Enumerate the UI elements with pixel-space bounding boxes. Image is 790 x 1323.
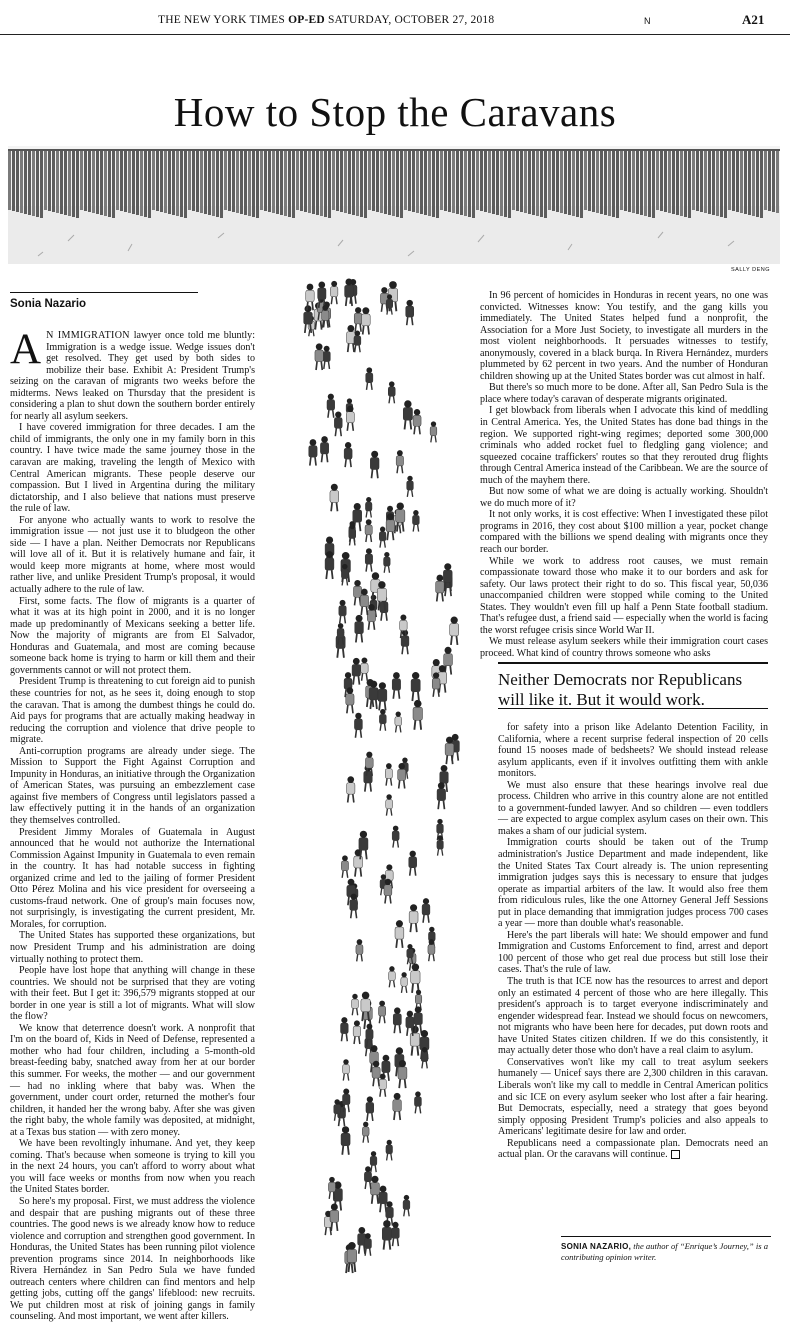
walking-figure (343, 1088, 351, 1112)
walking-figure (450, 617, 459, 645)
masthead-edition: N (644, 16, 651, 26)
walking-figure (362, 1122, 369, 1143)
walking-figure (360, 589, 368, 615)
walking-figure (372, 1061, 380, 1087)
walking-figure (389, 966, 396, 987)
walking-figure (364, 1233, 371, 1256)
byline: Sonia Nazario (10, 298, 87, 310)
walking-figure (341, 1017, 349, 1041)
byline-rule (10, 292, 198, 293)
paragraph: For anyone who actually wants to work to resolve the immigration issue — not just use it to bludgeon the other side — I have a plan. Neither Democrats nor Republicans will love all of it. But it is relatively humane and fair, it would keep more migrants at home, where most would rather live, and unlike President Trump's proposal, it would actually adhere to the rule of law. (10, 514, 255, 596)
walking-figure (392, 672, 400, 699)
walking-figure (382, 1220, 391, 1250)
walking-figure (445, 737, 454, 765)
pull-quote-rule (498, 704, 768, 709)
walking-figure (428, 939, 435, 961)
paragraph: Conservatives won't like my call to treat asylum seekers humanely — Unicef says there are 2,300 children in this caravan. Liberals won't like my call to meddle in Central American politics and sic ICE on every asylum seeker who lost after a fair hearing. But Democrats, especially, need a strategy that goes beyond simply opposing President Trump's policies and also appeals to Americans' legitimate desire for law and order. (498, 1056, 768, 1138)
crowd-drawing (258, 272, 480, 1272)
wall-drawing (8, 146, 780, 264)
article-column-3-bottom (498, 722, 768, 1230)
article-column-3-top (480, 290, 768, 659)
masthead-line (158, 14, 494, 26)
walking-figure (395, 711, 402, 732)
paragraph: So here's my proposal. First, we must address the violence and despair that are pushing migrants out of these three countries. The good news is we already know how to reduce violence and corruption and strengthen good government. In Honduras, the United States has been running pilot violence prevention programs since 2014. In neighborhoods like Rivera Hernández in San Pedro Sula we have funded outreach centers where children can find mentors and help getting jobs, cutting off the gangs' lifeblood: new recruits. We put children most at risk of joining gangs in family counseling. And most important, we went after killers. (10, 1196, 255, 1323)
walking-figure (409, 904, 418, 932)
walking-figure (396, 450, 403, 473)
walking-figure (398, 1060, 407, 1088)
masthead-date: SATURDAY, OCTOBER 27, 2018 (327, 14, 495, 26)
walking-figure (409, 851, 417, 876)
author-bio (561, 1236, 771, 1263)
walking-figure (366, 367, 373, 390)
walking-figure (365, 519, 372, 542)
walking-figure (393, 1093, 402, 1120)
walking-figure (386, 294, 392, 314)
walking-figure (339, 600, 346, 623)
walking-figure (341, 1126, 350, 1155)
walking-figure (386, 513, 395, 540)
walking-figure (388, 381, 395, 403)
paragraph: We have been revoltingly inhumane. And yet, they keep coming. That's because when someone is trying to kill you in the next 24 hours, you can't afford to worry about what you will face weeks or months from now when you reach the United States border. (10, 1138, 255, 1196)
paragraph: I have covered immigration for three decades. I am the child of immigrants, the only one in my family born in this country. I have twice made the same journey those in the caravan are making, traveling the length of Mexico with Central American migrants. These people deserve our compassion. But I lived in Argentina during the military dictatorship, and I also believe that nations must preserve the rule of law. (10, 422, 255, 515)
walking-figure (361, 657, 368, 680)
walking-figure (370, 451, 379, 478)
walking-figure (385, 763, 392, 785)
paragraph: We know that deterrence doesn't work. A nonprofit that I'm on the board of, Kids in Need of Defense, represented a mother who had four children, including a 5-month-old breast-feeding baby, snatched away from her at our border this summer. For weeks, the mother — and our government — had no inkling where that baby was. When the government, under court order, returned the mother's four children, it handed her the wrong baby. After she was given the right baby, the whole family was deposited, at midnight, at a Texas bus station — with zero money. (10, 1022, 255, 1138)
walking-figure (320, 436, 328, 462)
walking-figure (322, 305, 329, 328)
walking-figure (367, 604, 375, 630)
walking-figure (334, 1099, 341, 1121)
walking-figure (406, 1011, 414, 1036)
walking-figure (413, 409, 421, 434)
walking-figure (379, 527, 386, 548)
column-3-bottom-paragraphs (498, 722, 768, 1161)
article-column-1 (10, 326, 255, 1323)
masthead (0, 0, 790, 35)
walking-figure (346, 406, 354, 431)
border-wall-illustration (8, 146, 780, 264)
walking-figure (365, 548, 372, 571)
walking-figure (341, 564, 348, 586)
paragraph: In 96 percent of homicides in Honduras in recent years, no one was convicted. Witnesses know: You testify, and the gang kills you immediately. The United States helped fund a nonprofit, the Association for a More Just Society, to investigate all murders in the most violent neighborhoods. It persuades witnesses to testify, anonymously, covered in a black burqa. In Rivera Hernández, murders plummeted by 62 percent in two years. And the number of Honduran children showing up at the United States border was cut almost in half. (480, 290, 768, 382)
walking-figure (354, 307, 362, 332)
walking-figure (309, 439, 317, 465)
paragraph: Here's the part liberals will hate: We should empower and fund Immigration and Customs Enforcement to find, arrest and deport 100 percent of those who get real due process but still lose their cases. That's the rule of law. (498, 929, 768, 976)
walking-figure (346, 687, 354, 713)
walking-figure (359, 831, 368, 860)
walking-figure (341, 855, 348, 877)
walking-figure (432, 672, 440, 696)
walking-figure (392, 826, 399, 848)
paragraph: The truth is that ICE now has the resources to arrest and deport only an estimated 4 percent of those who are here illegally. This president's approach is to target everyone indiscriminately and engender widespread fear. Instead we should focus on newcomers, not migrants who have been here for decades, put down roots and have United States citizen children. If we do this consistently, it may actually deter those who don't have a real claim to asylum. (498, 976, 768, 1057)
walking-figure (325, 551, 334, 579)
walking-figure (365, 497, 372, 517)
walking-figure (349, 524, 356, 546)
walking-figure (327, 394, 335, 418)
walking-figure (422, 898, 430, 923)
walking-figure (330, 484, 339, 511)
walking-figure (401, 972, 408, 993)
walking-figure (384, 552, 391, 573)
paragraph: We must release asylum seekers while their immigration court cases proceed. What kind of country throws someone who asks (480, 636, 768, 659)
drop-cap: A (10, 326, 42, 373)
paragraph: While we work to address root causes, we must remain compassionate toward those who make it to our borders and ask for safety. Our laws protect their right to do so. This fiscal year, 50,036 unaccompanied children were stopped while coming to the United States. They wouldn't even fill up half a Penn State football stadium. That's refugee dust, a friend said — especially when the world is facing the worst refugee crisis since World War II. (480, 555, 768, 636)
lead-paragraph (10, 326, 255, 422)
walking-figure (362, 307, 371, 334)
walking-figure (384, 879, 392, 904)
lead-text: lawyer once told me bluntly: Immigration is a wedge issue. Wedge issues don't get resolved. They get used by both sides to mobilize their base. Exhibit A: President Trump's seizing on the caravan of migrants two weeks before the midterms. News leaked on Thursday that the president is considering a plan to shut down the southern border entirely for nearly all asylum seekers. (10, 330, 255, 422)
walking-figure (379, 1001, 386, 1024)
paragraph: We must also ensure that these hearings involve real due process. Children who arrive in this country alone are not entitled to a government-funded lawyer. And so children — even toddlers — are expected to argue complex asylum cases on their own. This makes a sham of our judicial system. (498, 779, 768, 837)
walking-figure (436, 575, 445, 602)
walking-figure (403, 1195, 410, 1216)
paragraph: It not only works, it is cost effective: When I investigated these pilot programs in 2016, they cost about $100 million a year, pocket change compared with the billions we spend dealing with migrants once they reach our border. (480, 509, 768, 556)
bio-name: SONIA NAZARIO, (561, 1242, 632, 1251)
headline: How to Stop the Caravans (173, 89, 617, 135)
masthead-paper: THE NEW YORK TIMES (158, 14, 286, 26)
paragraph: People have lost hope that anything will change in these countries. We should not be surprised that they are voting with their feet. But I get it: 396,579 migrants stopped at our border in one year is still a lot of migrants. What will slow the flow? (10, 965, 255, 1023)
column-3-top-paragraphs (480, 290, 768, 660)
walking-figure (412, 510, 419, 531)
pull-quote: Neither Democrats nor Republicans will like it. But it would work. (498, 662, 768, 709)
walking-figure (393, 1007, 401, 1033)
walking-figure (328, 1177, 335, 1199)
masthead-section: OP-ED (288, 14, 325, 26)
walking-figure (411, 672, 420, 701)
caravan-crowd-illustration (258, 272, 480, 1272)
paragraph: President Jimmy Morales of Guatemala in August announced that he would not authorize the International Commission Against Impunity in Guatemala to even remain in the country. It has had notable success in fighting organized crime and led to the jailing of former President Otto Pérez Molina and his vice president for overseeing a customs-fraud network. One of group's main focuses now, not surprisingly, is investigating the current president, Mr. Morales, for corruption. (10, 826, 255, 930)
paragraph: I get blowback from liberals when I advocate this kind of meddling in Central America. Yes, the United States has done bad things in the region. We supported right-wing regimes; deported some 300,000 criminals who added rocket fuel to fledgling gang violence; and squeezed cocaine traffickers' routes so that they rerouted drug flights through Central America instead of the Caribbean. We are the source of much of the mayhem there. (480, 405, 768, 486)
walking-figure (343, 1059, 350, 1080)
paragraph: First, some facts. The flow of migrants is a quarter of what it was at its high point in 2000, and it is no longer made up predominantly of Mexicans seeking a better life. Now the majority of migrants are from El Salvador, Honduras and Guatemala, and most are coming because someone back home is trying to harm or kill them and their governments cannot or will not protect them. (10, 595, 255, 676)
end-mark (671, 1150, 680, 1159)
walking-figure (430, 421, 437, 442)
walking-figure (386, 1140, 393, 1161)
paragraph: Anti-corruption programs are already under siege. The Mission to Support the Fight Against Corruption and Impunity in Honduras, an initiative through the Organization of American States, was pursuing an embezzlement case against five members of Congress until legislators passed a law effectively putting it in the hands of an organization they themselves controlled. (10, 745, 255, 826)
walking-figure (315, 343, 323, 370)
walking-figure (414, 1091, 421, 1113)
walking-figure (398, 763, 406, 788)
walking-figure (330, 281, 337, 304)
walking-figure (352, 994, 359, 1016)
paragraph: But now some of what we are doing is actually working. Shouldn't we do much more of it? (480, 486, 768, 509)
walking-figure (366, 1096, 374, 1121)
walking-figure (378, 682, 387, 710)
walking-figure (364, 1166, 371, 1189)
paragraph: for safety into a prison like Adelanto Detention Facility, in California, where a recent surprise federal inspection of 20 cells found 15 nooses made of bedsheets? We should instead release asylum applicants, even if it involves outfitting them with ankle monitors. (498, 722, 768, 780)
paragraph: President Trump is threatening to cut foreign aid to punish these countries for not, as he sees it, doing enough to stop the caravan. That is among the dumbest things he could do. Aid pays for programs that are actually making headway in reducing the corruption and violence that drive people to migrate. (10, 676, 255, 746)
lead-small-caps: N IMMIGRATION (46, 330, 130, 341)
walking-figure (411, 963, 420, 992)
walking-figure (354, 713, 362, 738)
walking-figure (330, 1204, 339, 1231)
walking-figure (323, 346, 330, 369)
walking-figure (347, 776, 355, 802)
paragraph: Republicans need a compassionate plan. Democrats need an actual plan. Or the caravans will continue. (498, 1137, 768, 1161)
walking-figure (421, 1047, 428, 1068)
walking-figure (407, 476, 414, 497)
paragraph: The United States has supported these organizations, but now President Trump and his administration are doing virtually nothing to protect them. (10, 930, 255, 965)
walking-figure (371, 1176, 380, 1204)
walking-figure (403, 400, 412, 429)
walking-figure (353, 1020, 361, 1044)
walking-figure (356, 939, 363, 961)
walking-figure (304, 305, 313, 333)
walking-figure (345, 279, 354, 306)
art-credit: SALLY DENG (731, 267, 771, 273)
paragraph: Immigration courts should be taken out of the Trump administration's Justice Department and made independent, like the United States Tax Court already is. The union representing immigration judges says this is necessary to ensure that judges operate as impartial arbiters of the law. It would also free them from ridiculous rules, like the one Attorney General Jeff Sessions put in place demanding that immigration judges process 700 cases a year — more than double what's reasonable. (498, 837, 768, 930)
page-number: A21 (742, 12, 765, 27)
walking-figure (379, 709, 386, 731)
walking-figure (334, 411, 342, 436)
walking-figure (344, 442, 352, 467)
bio-text: the author of “Enrique’s Journey,” is a contributing opinion writer. (561, 1241, 769, 1262)
walking-figure (355, 615, 364, 643)
walking-figure (437, 835, 443, 855)
column-1-paragraphs (10, 422, 255, 1323)
walking-figure (395, 920, 404, 948)
walking-figure (352, 658, 361, 685)
walking-figure (406, 300, 414, 325)
walking-figure (350, 894, 358, 919)
paragraph: But there's so much more to be done. After all, San Pedro Sula is the place where today's caravan of desperate migrants originated. (480, 382, 768, 405)
walking-figure (386, 794, 393, 815)
walking-figure (370, 1151, 377, 1172)
walking-figure (354, 331, 361, 353)
walking-figure (437, 782, 446, 809)
walking-figure (413, 700, 422, 730)
